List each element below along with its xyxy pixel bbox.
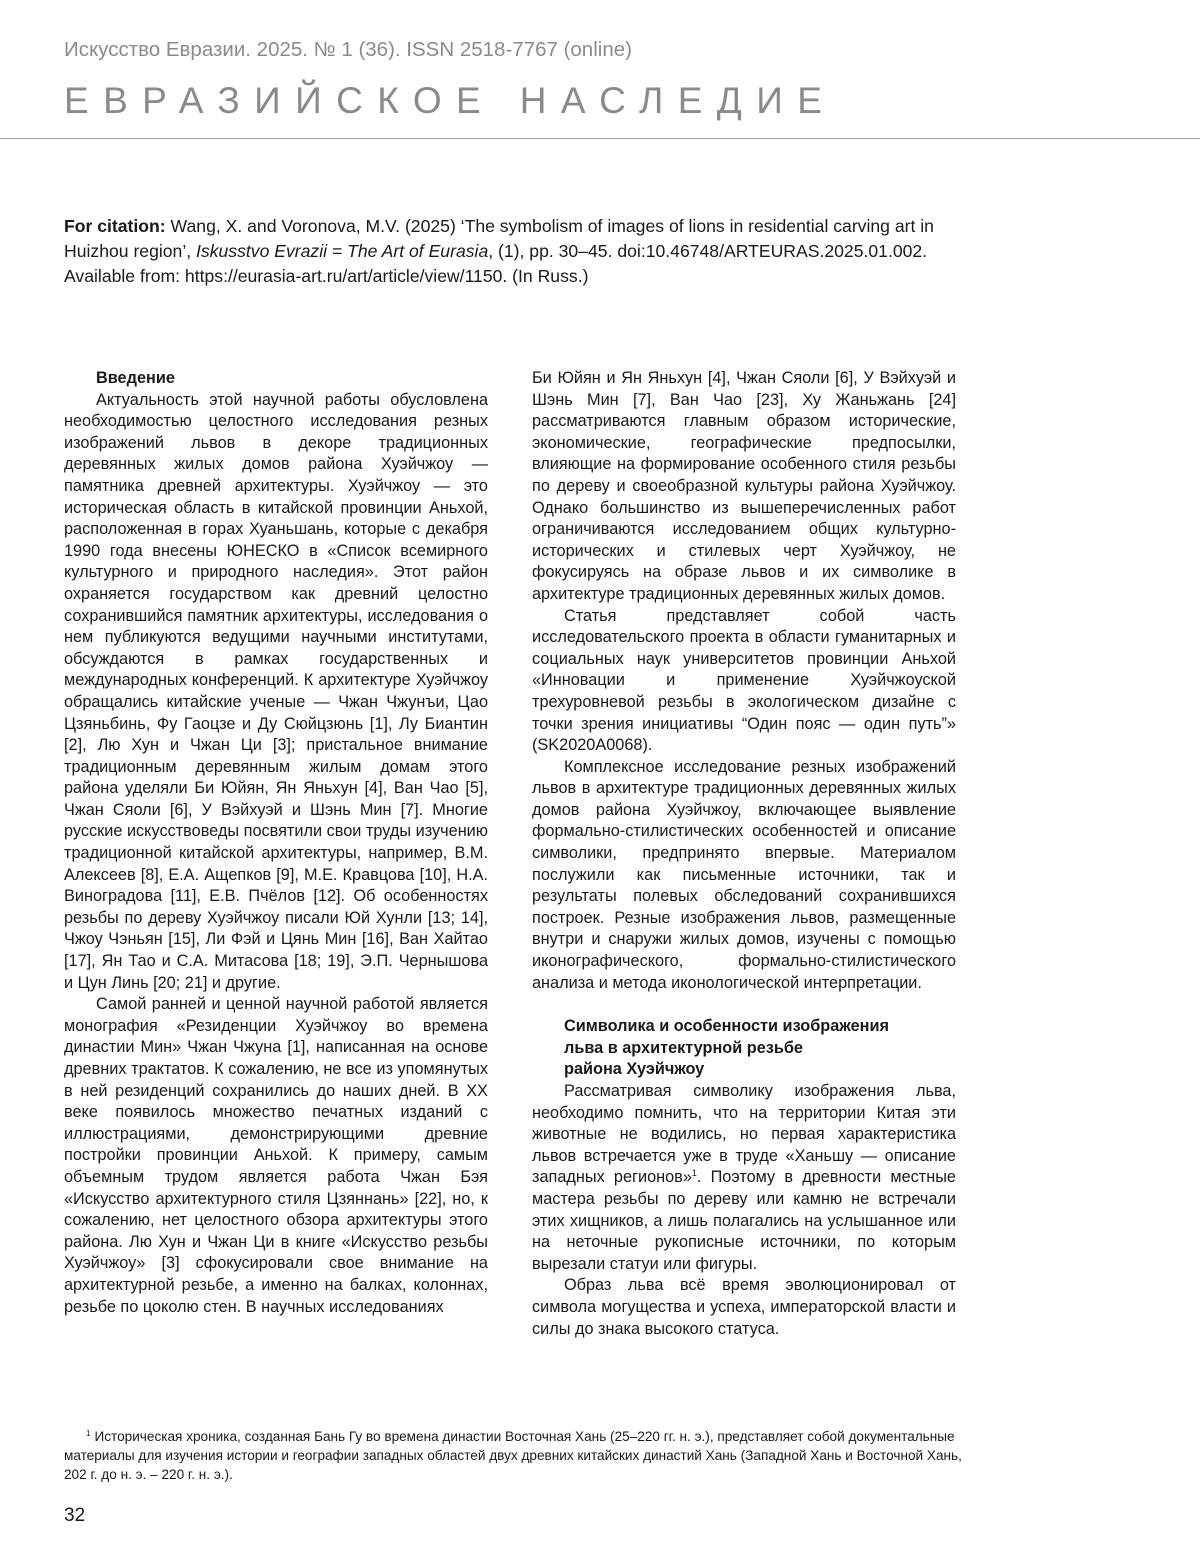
page-number: 32 xyxy=(64,1505,86,1526)
heading-line: района Хуэйчжоу xyxy=(564,1060,705,1079)
paragraph xyxy=(532,1081,956,1275)
citation-text-2: , (1), pp. 30–45. doi:10.46748/ARTEURAS.2025.01.002. Available from: https://eurasia-art.ru/art/article/view/1150. (In Russ.) xyxy=(64,241,928,286)
footnote-mark: 1 xyxy=(86,1429,91,1438)
citation-journal: Iskusstvo Evrazii = The Art of Eurasia xyxy=(196,241,489,261)
footnote-text: Историческая хроника, созданная Бань Гу во времена династии Восточная Хань (25–220 гг. н. э.), представляет собой документальные материалы для изучения истории и географии западных областей двух древних китайских династий Хань (Западной Хань и Восточной Хань, 202 г. до н. э. – 220 г. н. э.). xyxy=(64,1429,962,1482)
journal-title: Искусство Евразии. 2025. № 1 (36). ISSN 2518-7767 (online) xyxy=(64,38,632,61)
footnote xyxy=(64,1424,964,1484)
paragraph-text: Рассматривая символику изображения льва, необходимо помнить, что на территории Китая эти животные не водились, но первая характеристика львов встречается уже в труде «Ханьшу — описание западных регионов» xyxy=(532,1082,956,1187)
header-divider xyxy=(0,138,1200,139)
citation-text-1: Wang, X. and Voronova, M.V. (2025) ‘The symbolism of images of lions in residential carving art in Huizhou region’, xyxy=(64,216,934,261)
citation-label: For citation: xyxy=(64,216,166,236)
heading-line: льва в архитектурной резьбе xyxy=(564,1038,803,1057)
section-heading-introduction: Введение xyxy=(96,369,175,387)
paragraph: Би Юйян и Ян Яньхун [4], Чжан Сяоли [6], У Вэйхуэй и Шэнь Мин [7], Ван Чао [23], Ху Жаньжань [24] рассматриваются главным образом исторические, экономические, географические предпосылки, влияющие на формирование особенного стиля резьбы по дереву и своеобразной культуры района Хуэйчжоу. Однако большинство из вышеперечисленных работ ограничиваются исследованием общих культурно-исторических и стилевых черт Хуэйчжоу, не фокусируясь на образе львов и их символике в архитектуре традиционных деревянных жилых домов. xyxy=(532,369,956,603)
section-rubric: ЕВРАЗИЙСКОЕ НАСЛЕДИЕ xyxy=(64,80,837,121)
paragraph: Актуальность этой научной работы обусловлена необходимостью целостного исследования резных изображений львов в декоре традиционных деревянных жилых домов района Хуэйчжоу — памятника древней архитектуры. Хуэйчжоу — это историческая область в китайской провинции Аньхой, расположенная в горах Хуаньшань, которые с декабря 1990 года внесены ЮНЕСКО в «Список всемирного культурного и природного наследия». Этот район охраняется государством как древний целостно сохранившийся памятник архитектуры, исследования о нем публикуются ведущими научными институтами, обсуждаются в рамках государственных и международных конференций. К архитектуре Хуэйчжоу обращались китайские ученые — Чжан Чжунъи, Цао Цзяньбинь, Фу Гаоцзе и Ду Сюйцзюнь [1], Лу Биантин [2], Лю Хун и Чжан Ци [3]; пристальное внимание традиционным деревянным жилым домам этого района уделяли Би Юйян, Ян Яньхун [4], Ван Чао [5], Чжан Сяоли [6], У Вэйхуэй и Шэнь Мин [7]. Многие русские искусствоведы посвятили свои труды изучению традиционной китайской архитектуры, например, В.М. Алексеев [8], Е.А. Ащепков [9], М.Е. Кравцова [10], Н.А. Виноградова [11], Е.В. Пчёлов [12]. Об особенностях резьбы по дереву Хуэйчжоу писали Юй Хунли [13; 14], Чжоу Чэньян [15], Ли Фэй и Цянь Мин [16], Ван Хайтао [17], Ян Тао и С.А. Митасова [18; 19], Э.П. Чернышова и Цун Линь [20; 21] и другие. xyxy=(64,390,488,992)
left-column xyxy=(64,368,488,1318)
heading-line: Символика и особенности изображения xyxy=(564,1017,889,1036)
paragraph: Самой ранней и ценной научной работой является монография «Резиденции Хуэйчжоу во времена династии Мин» Чжан Чжуна [1], написанная на основе древних трактатов. К сожалению, не все из упомянутых в ней резиденций сохранились до наших дней. В XX веке появилось множество печатных изданий с иллюстрациями, демонстрирующими древние постройки провинции Аньхой. К примеру, самым объемным трудом является работа Чжан Бэя «Искусство архитектурного стиля Цзяннань» [22], но, к сожалению, нет целостного обзора архитектуры этого района. Лю Хун и Чжан Ци в книге «Искусство резьбы Хуэйчжоу» [3] сфокусировали свое внимание на архитектурной резьбе, а именно на балках, колоннах, резьбе по цоколю стен. В научных исследованиях xyxy=(64,995,488,1316)
section-heading-symbolism xyxy=(532,1016,956,1081)
footnote-ref[interactable]: 1 xyxy=(691,1168,697,1179)
right-column xyxy=(532,368,956,1340)
paragraph: Комплексное исследование резных изображений львов в архитектуре традиционных деревянных жилых домов района Хуэйчжоу, включающее выявление формально-стилистических особенностей и описание символики, предпринято впервые. Материалом послужили как письменные источники, так и результаты полевых обследований сохранившихся построек. Резные изображения львов, размещенные внутри и снаружи жилых домов, изучены с помощью иконографического, формально-стилистического анализа и метода иконологической интерпретации. xyxy=(532,757,956,992)
paragraph: Статья представляет собой часть исследовательского проекта в области гуманитарных и социальных наук университетов провинции Аньхой «Инновации и применение Хуэйчжоуской трехуровневой резьбы в экологическом дизайне с точки зрения инициативы “Один пояс — один путь”» (SK2020A0068). xyxy=(532,606,956,755)
paragraph-text: . Поэтому в древности местные мастера резьбы по дереву или камню не встречали этих хищников, а лишь полагались на услышанное или на неточные рукописные источники, по которым вырезали статуи или фигуры. xyxy=(532,1168,956,1273)
paragraph: Образ льва всё время эволюционировал от символа могущества и успеха, императорской власти и силы до знака высокого статуса. xyxy=(532,1276,956,1338)
citation-block xyxy=(64,214,964,289)
